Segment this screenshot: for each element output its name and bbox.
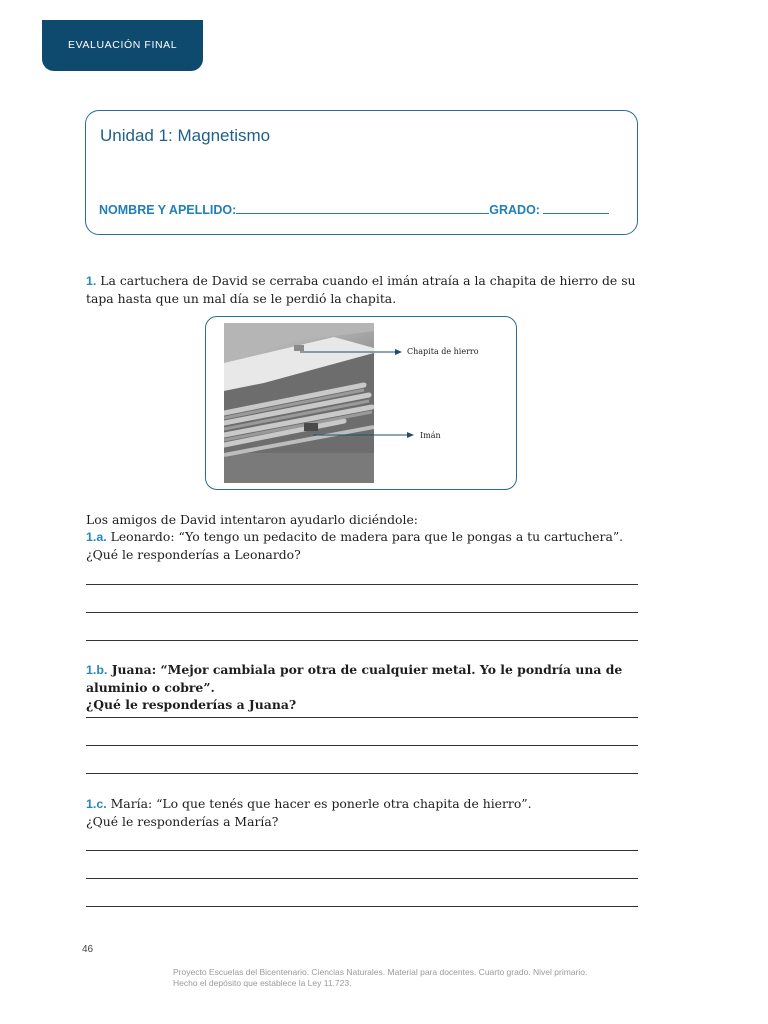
question-1b-text: Juana: “Mejor cambiala por otra de cualquier metal. Yo le pondría una de aluminio o cobre”. [86, 662, 623, 695]
question-1b [86, 661, 646, 713]
grade-label: GRADO: [489, 203, 540, 217]
question-1c-text: María: “Lo que tenés que hacer es ponerle otra chapita de hierro”. [110, 796, 532, 811]
question-1a-number: 1.a. [86, 530, 107, 544]
answer-line-1a-1[interactable] [86, 584, 638, 585]
question-1a [86, 528, 646, 563]
callout-iman-label: Imán [420, 431, 441, 440]
question-1c [86, 795, 646, 830]
answer-line-1c-3[interactable] [86, 906, 638, 907]
question-1-text: La cartuchera de David se cerraba cuando el imán atraía a la chapita de hierro de su tapa hasta que un mal día se le perdió la chapita. [86, 273, 636, 306]
answer-line-1b-2[interactable] [86, 745, 638, 746]
answer-line-1b-3[interactable] [86, 773, 638, 774]
footer-line-1: Proyecto Escuelas del Bicentenario. Ciencias Naturales. Material para docentes. Cuarto grado. Nivel primario. [173, 967, 588, 977]
question-1b-prompt: ¿Qué le responderías a Juana? [86, 697, 297, 712]
footer-line-2: Hecho el depósito que establece la Ley 11.723. [173, 978, 352, 988]
section-tab-label: EVALUACIÓN FINAL [68, 39, 178, 51]
question-1c-prompt: ¿Qué le responderías a María? [86, 814, 279, 829]
question-1c-number: 1.c. [86, 797, 107, 811]
question-1b-number: 1.b. [86, 663, 108, 677]
callout-chapita-label: Chapita de hierro [407, 347, 479, 356]
answer-line-1a-2[interactable] [86, 612, 638, 613]
answer-line-1a-3[interactable] [86, 640, 638, 641]
question-1a-text: Leonardo: “Yo tengo un pedacito de madera para que le pongas a tu cartuchera”. [110, 529, 624, 544]
answer-line-1c-2[interactable] [86, 878, 638, 879]
question-1-number: 1. [86, 274, 97, 288]
unit-title: Unidad 1: Magnetismo [100, 126, 271, 145]
name-label: NOMBRE Y APELLIDO: [99, 203, 237, 217]
friends-intro: Los amigos de David intentaron ayudarlo diciéndole: [86, 512, 418, 527]
page-number: 46 [82, 944, 94, 955]
answer-line-1b-1[interactable] [86, 717, 638, 718]
question-1a-prompt: ¿Qué le responderías a Leonardo? [86, 547, 301, 562]
answer-line-1c-1[interactable] [86, 850, 638, 851]
footer-credits [173, 967, 587, 989]
